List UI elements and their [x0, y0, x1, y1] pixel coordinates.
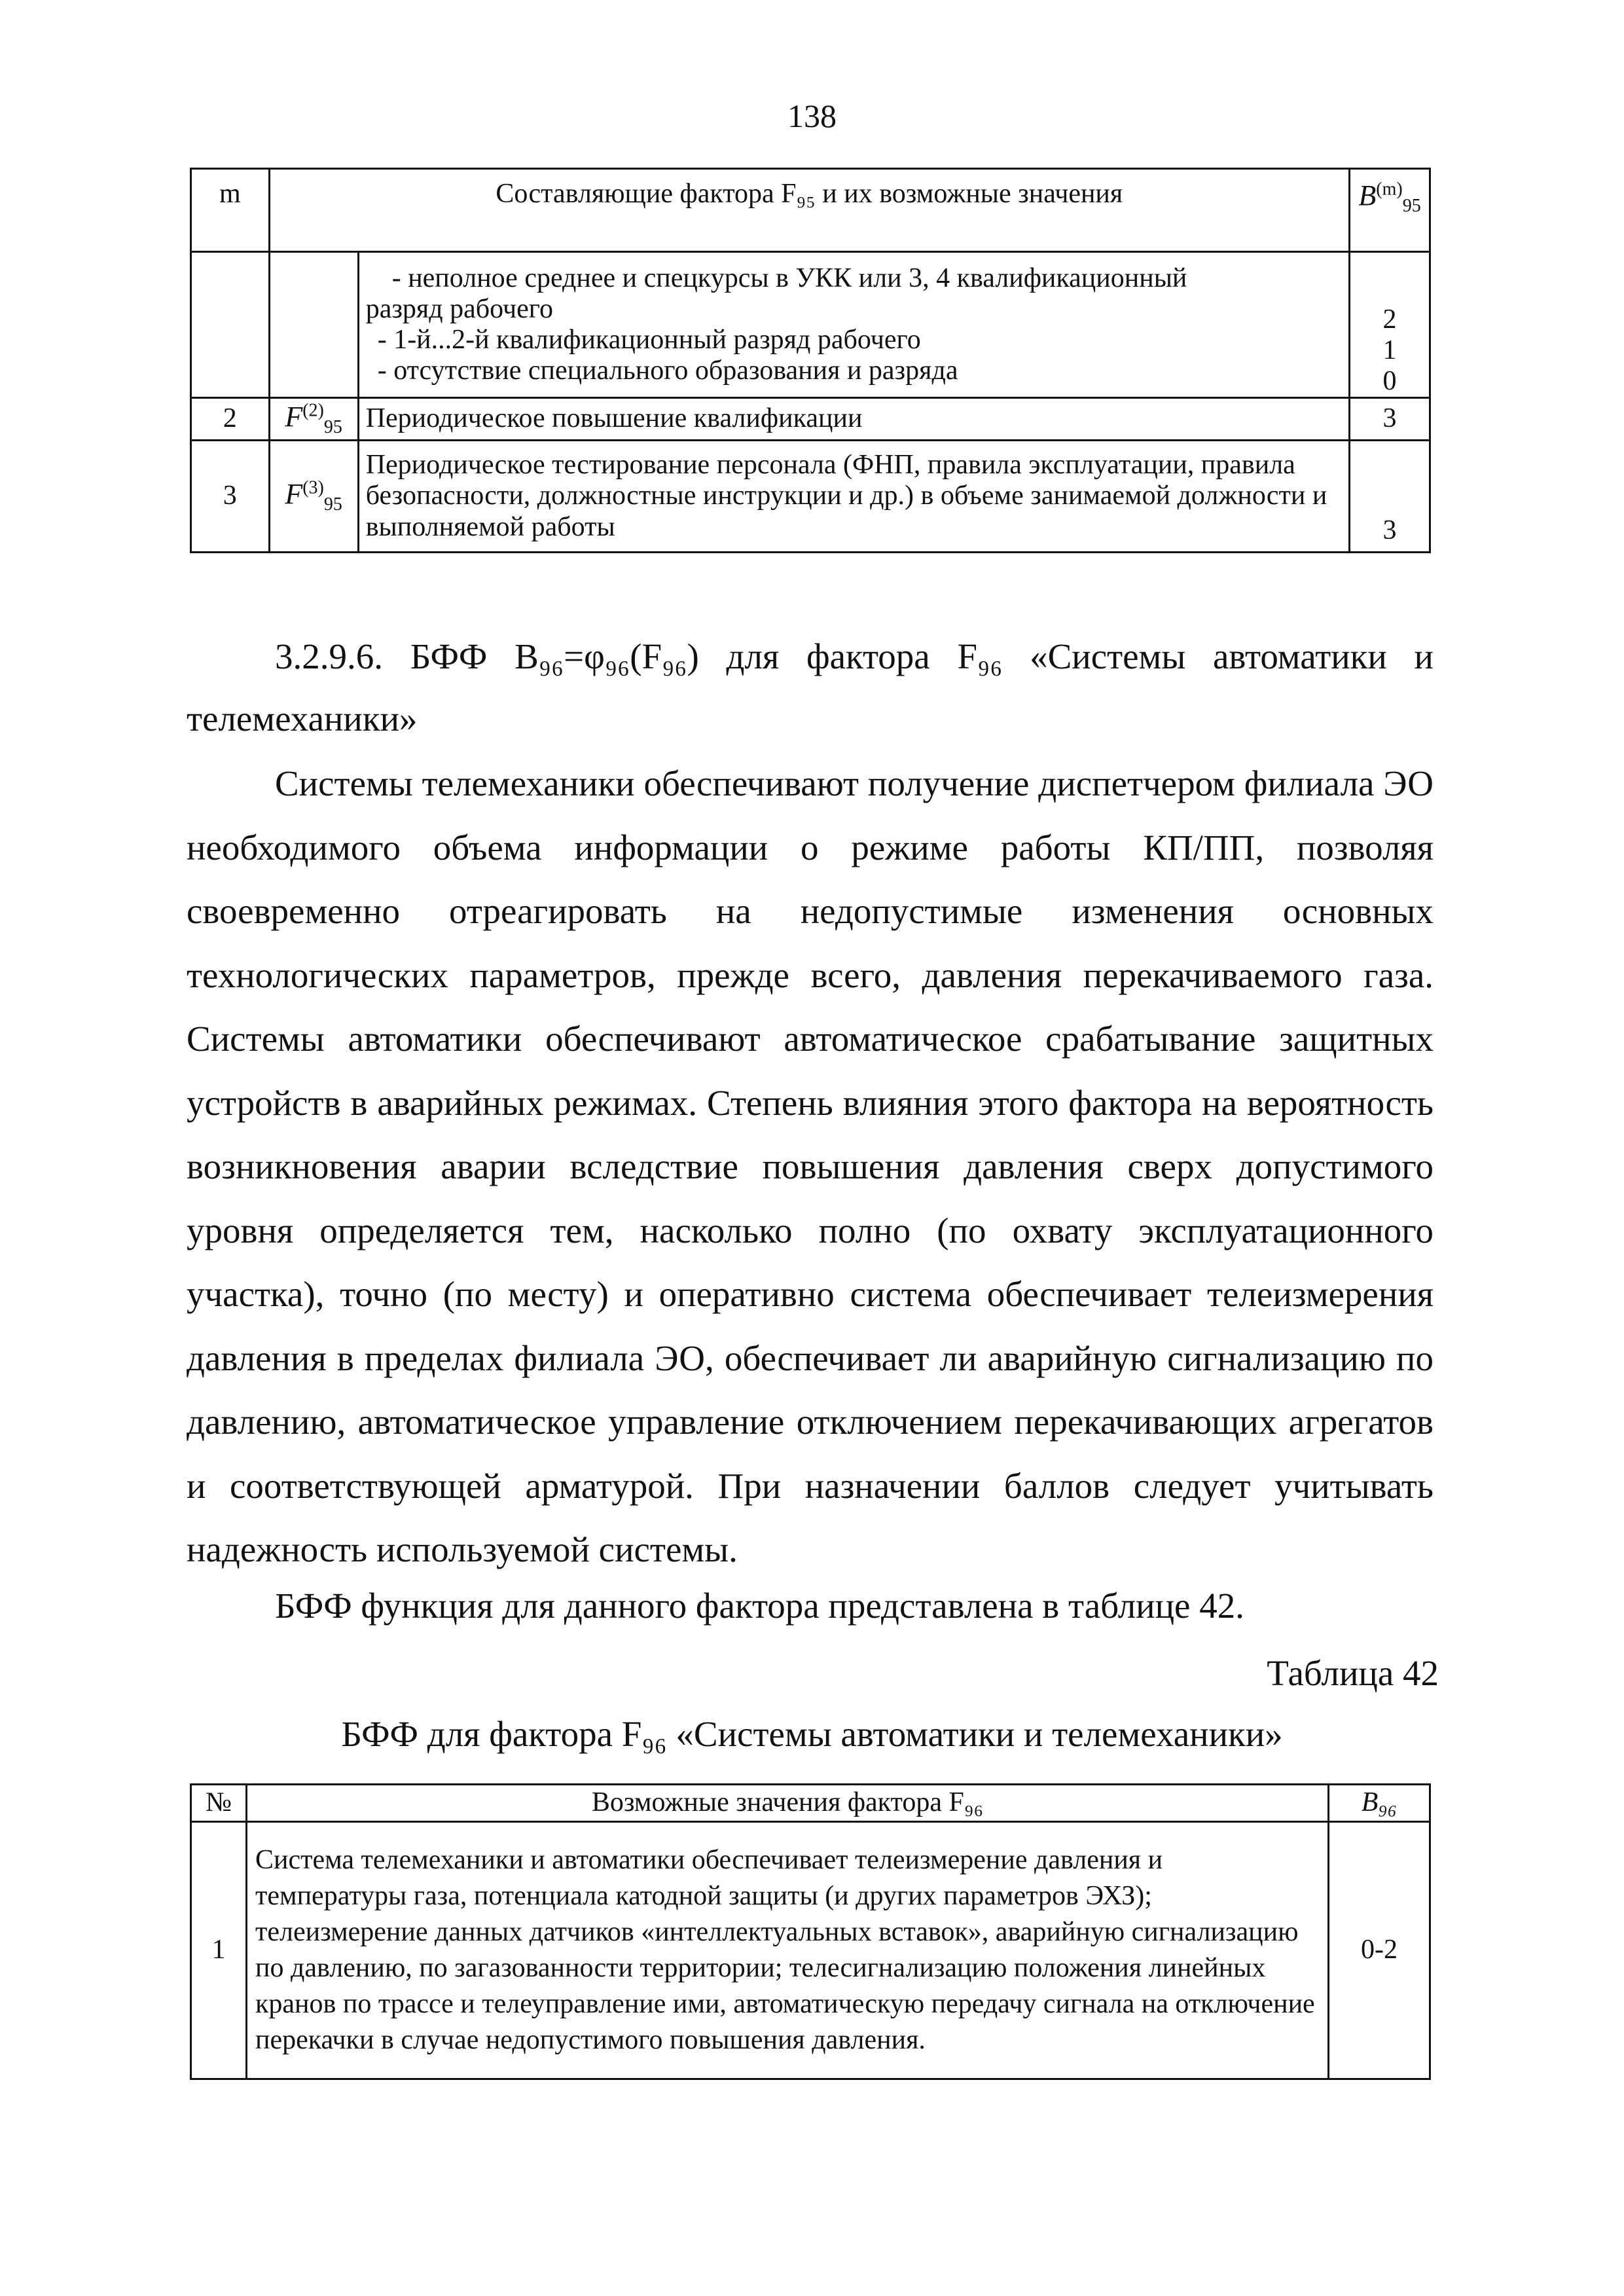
header-num-cell: №	[191, 1785, 247, 1822]
row1-f-cell	[269, 252, 358, 398]
table-header-row	[191, 169, 1430, 252]
row3-f-cell	[269, 441, 358, 553]
section-title: 3.2.9.6. БФФ B₉₆=φ₉₆(F₉₆) для фактора F₉₆ «Системы автоматики и телемеханики»	[187, 636, 1434, 738]
table-row	[191, 441, 1430, 553]
row1-b-cell	[1350, 252, 1430, 398]
row3-text-cell: Периодическое тестирование персонала (ФНП, правила эксплуатации, правила безопасности, должностные инструкции и др.) в объеме занимаемой должности и выполняемой работы	[358, 441, 1349, 553]
value: 2	[1382, 304, 1397, 335]
body-paragraph: Системы телемеханики обеспечивают получение диспетчером филиала ЭО необходимого объема информации о режиме работы КП/ПП, позволяя своевременно отреагировать на недопустимые изменения основных технологических параметров, прежде всего, давления перекачиваемого газа. Системы автоматики обеспечивают автоматическое срабатывание защитных устройств в аварийных режимах. Степень влияния этого фактора на вероятность возникновения аварии вследствие повышения давления сверх допустимого уровня определяется тем, насколько полно (по охвату эксплуатационного участка), точно (по месту) и оперативно система обеспечивает телеизмерения давления в пределах филиала ЭО, обеспечивает ли аварийную сигнализацию по давлению, автоматическое управление отключением перекачивающих агрегатов и соответствующей арматурой. При назначении баллов следует учитывать надежность используемой системы.	[187, 763, 1434, 1569]
row1-m-cell	[191, 252, 270, 398]
value: 1	[1382, 335, 1397, 365]
row3-b-cell: 3	[1350, 441, 1430, 553]
row2-b-cell: 3	[1350, 398, 1430, 441]
list-line: - неполное среднее и спецкурсы в УКК или 3, 4 квалификационный	[391, 263, 1187, 293]
row1-num-cell: 1	[191, 1822, 247, 2079]
row2-text-cell: Периодическое повышение квалификации	[358, 398, 1349, 441]
row3-m-cell: 3	[191, 441, 270, 553]
row1-b-cell: 0-2	[1329, 1822, 1430, 2079]
row2-m-cell: 2	[191, 398, 270, 441]
row1-values-cell	[358, 252, 1349, 398]
table-caption: БФФ для фактора F₉₆ «Системы автоматики и телемеханики»	[341, 1714, 1283, 1754]
page-number: 138	[787, 98, 837, 134]
f95-3-symbol: $F^{(3)}_{95}$	[285, 477, 342, 515]
list-line: разряд рабочего	[365, 293, 553, 324]
table-row	[191, 398, 1430, 441]
body-paragraph-reference: БФФ функция для данного фактора представлена в таблице 42.	[275, 1586, 1244, 1626]
f95-2-symbol: $F^{(2)}_{95}$	[285, 400, 342, 438]
header-b-cell: B₉₆	[1329, 1785, 1430, 1822]
row2-f-cell	[269, 398, 358, 441]
header-m-cell: m	[191, 169, 270, 252]
table-header-row	[191, 1785, 1430, 1822]
table-row	[191, 252, 1430, 398]
factor-f95-table	[190, 168, 1431, 553]
list-line: - 1-й...2-й квалификационный разряд рабочего	[377, 325, 921, 355]
header-b-cell	[1350, 169, 1430, 252]
row1-text-cell: Система телемеханики и автоматики обеспечивает телеизмерение давления и температуры газа, потенциала катодной защиты (и других параметров ЭХЗ); телеизмерение данных датчиков «интеллектуальных вставок», аварийную сигнализацию по давлению, по загазованности территории; телесигнализацию положения линейных кранов по трассе и телеуправление ими, автоматическую передачу сигнала на отключение перекачки в случае недопустимого повышения давления.	[247, 1822, 1329, 2079]
list-line: - отсутствие специального образования и разряда	[377, 355, 958, 386]
table-row	[191, 1822, 1430, 2079]
table-label: Таблица 42	[1267, 1653, 1439, 1693]
header-title-cell: Составляющие фактора F₉₅ и их возможные значения	[269, 169, 1350, 252]
b95-symbol: $B^{(m)}_{95}$	[1358, 179, 1421, 216]
factor-f96-table	[190, 1783, 1431, 2080]
header-title-cell: Возможные значения фактора F₉₆	[247, 1785, 1329, 1822]
value: 0	[1382, 365, 1397, 396]
